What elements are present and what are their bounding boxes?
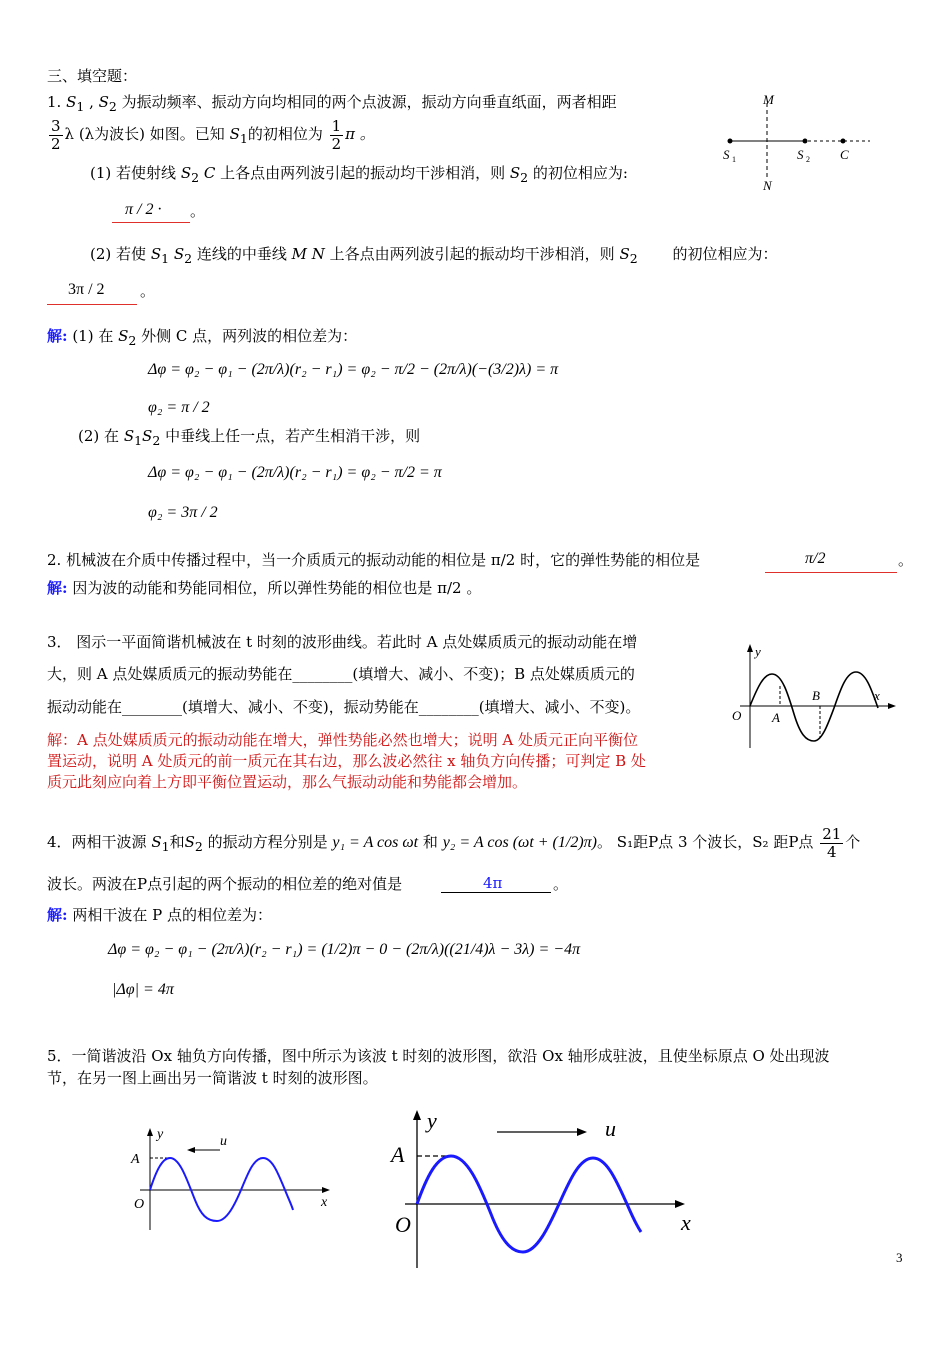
q4-line1: 4．两相干波源 $S_1$和$S_2$ 的振动方程分别是 y₁ = A cos ωt 和 y₂ = A cos (ωt + (1/2)π)。 S₁距P点 3 个波长，S₂ 距P点 $\frac{21}{4}$ 个	[47, 825, 861, 861]
label-o: O	[732, 708, 742, 723]
fraction-three-halves: $\frac{3}{2}$	[51, 117, 61, 153]
label-x: x	[681, 1210, 691, 1235]
q3-line1: 3． 图示一平面简谐机械波在 t 时刻的波形曲线。若此时 A 点处媒质质元的振动动能在增	[47, 633, 638, 651]
answer2-underline	[47, 304, 137, 305]
q1-sub1: (1) 若使射线 $S_2$ C 上各点由两列波引起的振动均干涉相消，则 $S_2$ 的初位相应为:	[90, 164, 628, 185]
q5-right-wave-diagram	[385, 1100, 705, 1270]
q4-line2: 波长。两波在P点引起的两个振动的相位差的绝对值是	[47, 875, 403, 893]
label-a: A	[391, 1142, 405, 1167]
velocity-arrow	[187, 1147, 195, 1153]
point-c	[841, 139, 846, 144]
q1-answer2: 3π / 2	[68, 281, 105, 298]
point-s2	[803, 139, 808, 144]
x-axis-arrow	[675, 1200, 685, 1208]
label-s1: S	[723, 147, 730, 162]
label-o: O	[395, 1212, 411, 1237]
sol1-res2: φ₂ = 3π / 2	[148, 504, 218, 521]
label-o: O	[134, 1197, 145, 1212]
fraction-21-4: $\frac{21}{4}$	[822, 825, 842, 861]
q3-sol1: 解：A 点处媒质质元的振动动能在增大，弹性势能必然也增大；说明 A 处质元正向平衡位	[47, 731, 638, 749]
q3-wave-diagram	[722, 636, 902, 754]
q5-left-wave-diagram	[125, 1120, 340, 1235]
q1-line2: $\frac{3}{2}$ λ (λ为波长) 如图。已知 $S_1$的初相位为 $\frac{1}{2}$ π 。	[51, 117, 375, 153]
q2-answer-underline	[765, 572, 897, 573]
fraction-one-half: $\frac{1}{2}$	[331, 117, 342, 153]
q4-answer: 4π	[483, 874, 503, 892]
q1-line1: 1. $S_1$ , $S_2$ 为振动频率、振动方向均相同的两个点波源，振动方向垂直纸面，两者相距	[47, 93, 617, 114]
q4-res: |Δφ| = 4π	[112, 981, 174, 998]
label-u: u	[605, 1116, 616, 1141]
page-number: 3	[896, 1250, 903, 1265]
sol1-res1: φ₂ = π / 2	[148, 399, 210, 416]
q3-sol3: 质元此刻应向着上方即平衡位置运动，那么气振动动能和势能都会增加。	[47, 773, 528, 791]
section-title: 三、填空题：	[47, 67, 138, 85]
x-axis-arrow	[322, 1187, 330, 1193]
answer1-underline	[112, 222, 190, 223]
q4-answer-underline	[441, 892, 551, 893]
sol1-line1: 解: (1) 在 $S_2$ 外侧 C 点，两列波的相位差为：	[47, 327, 358, 348]
label-a: A	[772, 710, 780, 725]
label-y: y	[157, 1127, 164, 1142]
velocity-arrow	[577, 1128, 587, 1136]
label-s2: S	[797, 147, 804, 162]
svg-text:2: 2	[806, 155, 810, 164]
q5-line2: 节，在另一图上画出另一简谐波 t 时刻的波形图。	[47, 1069, 378, 1087]
q1-source-diagram	[715, 88, 875, 198]
label-a: A	[131, 1152, 140, 1167]
x-axis-arrow	[888, 703, 896, 709]
q4-eq: Δφ = φ₂ − φ₁ − (2π/λ)(r₂ − r₁) = (1/2)π − 0 − (2π/λ)((21/4)λ − 3λ) = −4π	[108, 941, 581, 958]
sol1-line2: (2) 在 $S_1S_2$ 中垂线上任一点，若产生相消干涉，则	[78, 427, 421, 448]
label-y: y	[755, 644, 761, 659]
y-axis-arrow	[413, 1110, 421, 1120]
label-m: M	[763, 92, 774, 107]
q2-text: 2. 机械波在介质中传播过程中，当一介质质元的振动动能的相位是 π/2 时，它的弹性势能的相位是	[47, 551, 701, 569]
y-axis-arrow	[747, 644, 753, 652]
sol1-eq1: Δφ = φ₂ − φ₁ − (2π/λ)(r₂ − r₁) = φ₂ − π/2 − (2π/λ)(−(3/2)λ) = π	[148, 361, 559, 378]
q2-answer: π/2	[805, 550, 826, 567]
label-y: y	[427, 1108, 437, 1133]
label-b: B	[812, 688, 820, 703]
point-s1	[728, 139, 733, 144]
q1-answer1: π / 2 ·	[125, 201, 162, 218]
y-axis-arrow	[147, 1128, 153, 1136]
svg-text:1: 1	[732, 155, 736, 164]
label-n: N	[763, 178, 772, 193]
q2-solution: 解: 因为波的动能和势能同相位，所以弹性势能的相位也是 π/2 。	[47, 579, 482, 597]
label-x: x	[874, 688, 880, 703]
sol1-eq2: Δφ = φ₂ − φ₁ − (2π/λ)(r₂ − r₁) = φ₂ − π/2 = π	[148, 464, 442, 481]
q3-line3: 振动动能在________(填增大、减小、不变)，振动势能在________(填增大、减小、不变)。	[47, 698, 641, 716]
q4-solution: 解: 两相干波在 P 点的相位差为：	[47, 906, 272, 924]
label-x: x	[321, 1195, 328, 1210]
q1-sub2: (2) 若使 $S_1$ $S_2$ 连线的中垂线 M N 上各点由两列波引起的振动均干涉相消，则 $S_2$ 的初位相应为：	[90, 245, 778, 266]
q3-sol2: 置运动，说明 A 处质元的前一质元在其右边，那么波必然往 x 轴负方向传播；可判定 B 处	[47, 752, 646, 770]
q3-line2: 大，则 A 点处媒质质元的振动势能在________(填增大、减小、不变)；B 点处媒质质元的	[47, 665, 635, 683]
q5-line1: 5．一简谐波沿 Ox 轴负方向传播，图中所示为该波 t 时刻的波形图，欲沿 Ox 轴形成驻波，且使坐标原点 O 处出现波	[47, 1047, 830, 1065]
label-c: C	[840, 147, 849, 162]
label-u: u	[220, 1134, 227, 1149]
